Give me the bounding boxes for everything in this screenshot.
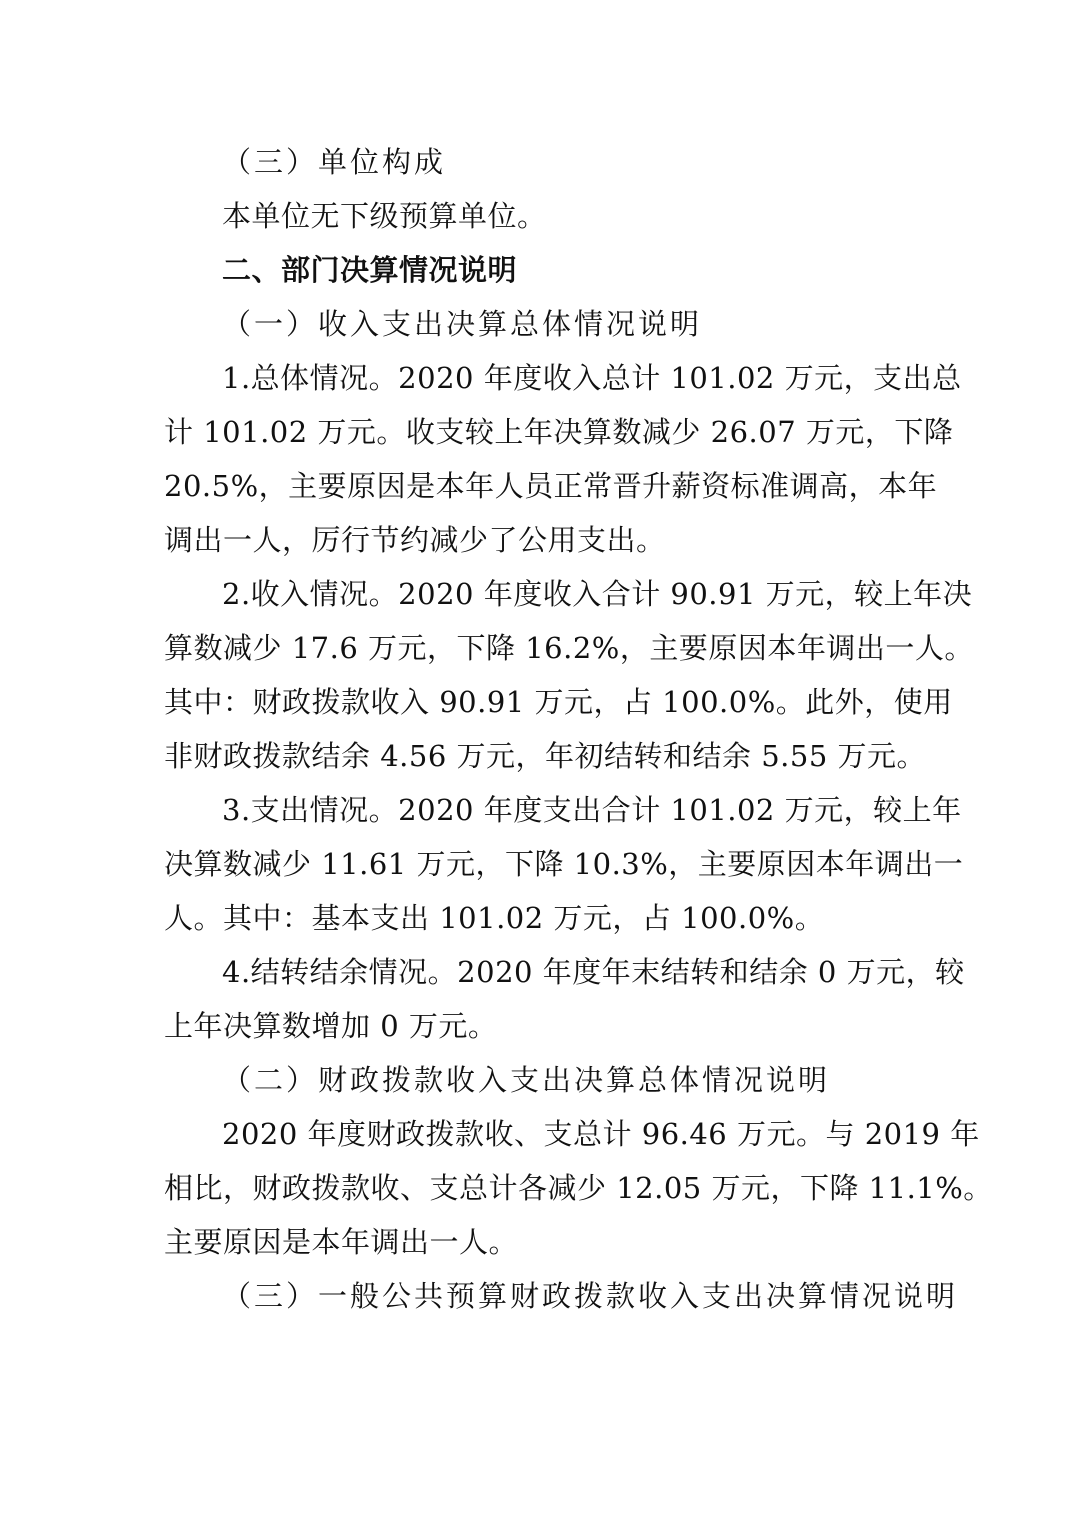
paragraph-line: 其中：财政拨款收入 90.91 万元，占 100.0%。此外，使用: [164, 685, 953, 719]
section-heading-final-accounts: 二、部门决算情况说明: [222, 253, 518, 287]
subheading-income-expenditure: （一）收入支出决算总体情况说明: [222, 307, 703, 341]
paragraph-line: 算数减少 17.6 万元，下降 16.2%，主要原因本年调出一人。: [164, 631, 974, 665]
paragraph-line: 人。其中：基本支出 101.02 万元，占 100.0%。: [164, 901, 825, 935]
subheading-fiscal-appropriation: （二）财政拨款收入支出决算总体情况说明: [222, 1063, 831, 1097]
paragraph-line: 调出一人，厉行节约减少了公用支出。: [164, 523, 666, 557]
paragraph-line: 主要原因是本年调出一人。: [164, 1225, 519, 1259]
paragraph-line: 2.收入情况。2020 年度收入合计 90.91 万元，较上年决: [222, 577, 973, 611]
paragraph-line: 上年决算数增加 0 万元。: [164, 1009, 498, 1043]
subheading-general-public-budget: （三）一般公共预算财政拨款收入支出决算情况说明: [222, 1279, 959, 1313]
subheading-unit-composition: （三）单位构成: [222, 145, 447, 179]
paragraph-line: 4.结转结余情况。2020 年度年末结转和结余 0 万元，较: [222, 955, 965, 989]
paragraph-line: 计 101.02 万元。收支较上年决算数减少 26.07 万元，下降: [164, 415, 954, 449]
paragraph-line: 1.总体情况。2020 年度收入总计 101.02 万元，支出总: [222, 361, 962, 395]
paragraph-line: 20.5%，主要原因是本年人员正常晋升薪资标准调高，本年: [164, 469, 938, 503]
paragraph-line: 3.支出情况。2020 年度支出合计 101.02 万元，较上年: [222, 793, 962, 827]
paragraph-line: 相比，财政拨款收、支总计各减少 12.05 万元，下降 11.1%。: [164, 1171, 993, 1205]
paragraph-line: 2020 年度财政拨款收、支总计 96.46 万元。与 2019 年: [222, 1117, 980, 1151]
paragraph-line: 非财政拨款结余 4.56 万元，年初结转和结余 5.55 万元。: [164, 739, 927, 773]
paragraph-line: 决算数减少 11.61 万元，下降 10.3%，主要原因本年调出一: [164, 847, 964, 881]
paragraph-line: 本单位无下级预算单位。: [222, 199, 547, 233]
